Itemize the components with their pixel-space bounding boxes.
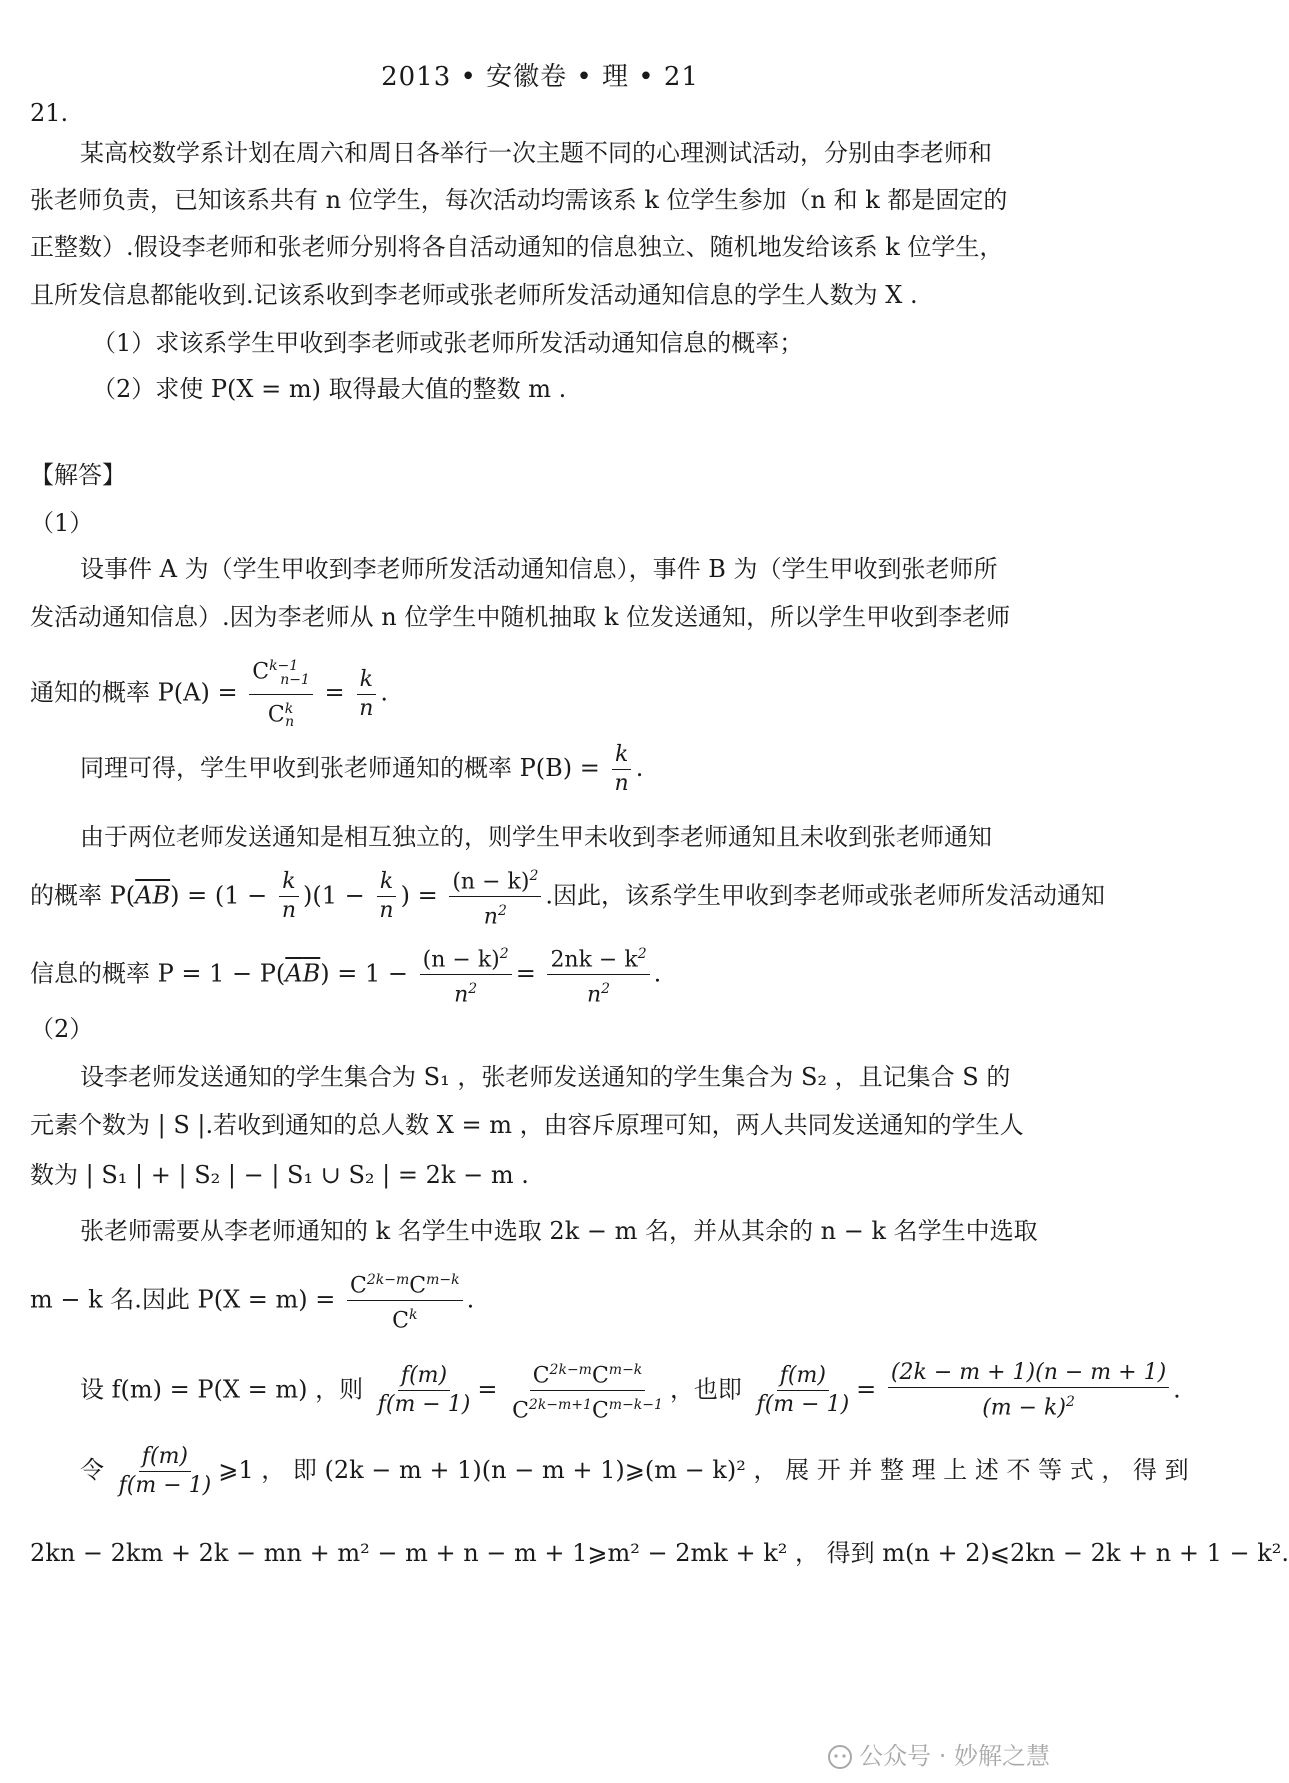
p-total-fraction-2: $\frac{2nk - k^2}{n^2}$	[547, 940, 649, 1010]
part1-line-4: 同理可得，学生甲收到张老师通知的概率 P(B) = $\frac{k}{n}$ .	[80, 742, 644, 796]
part2-line-5: m − k 名.因此 P(X = m) = $\frac{C^{2k-m}C^{m-k}}{C^k}$ .	[30, 1266, 474, 1336]
wechat-icon	[827, 1744, 853, 1770]
p-total-label: 信息的概率 P = 1 − P(	[30, 959, 286, 988]
part2-line-7	[80, 1440, 1189, 1500]
part1-line-1: 设事件 A 为（学生甲收到李老师所发活动通知信息），事件 B 为（学生甲收到张老师所	[80, 555, 998, 583]
ineq-post: ⩾1 ， 即 (2k − m + 1)(n − m + 1)⩾(m − k)² ， 展 开 并 整 理 上 述 不 等 式 ， 得 到	[218, 1456, 1189, 1484]
p-ab-label: 的概率 P(	[30, 881, 136, 910]
fm-ratio-2: $\frac{C^{2k-m}C^{m-k}}{C^{2k-m+1}C^{m-k-1}}$	[509, 1356, 666, 1426]
part2-line-3: 数为 | S₁ | + | S₂ | − | S₁ ∪ S₂ | = 2k − m .	[30, 1161, 529, 1189]
pa-label: 通知的概率 P(A) =	[30, 678, 238, 707]
fm-ratio-1: $\frac{f(m)}{f(m - 1)}$	[377, 1363, 471, 1418]
part1-line-2: 发活动通知信息）.因为李老师从 n 位学生中随机抽取 k 位发送通知，所以学生甲收到李老师	[30, 603, 1011, 631]
p-total-fraction-1: $\frac{(n - k)^2}{n^2}$	[420, 940, 512, 1010]
part2-label: （2）	[30, 1015, 94, 1043]
pxm-label: m − k 名.因此 P(X = m) =	[30, 1285, 336, 1314]
p-total-eq: ) = 1 −	[320, 959, 409, 988]
problem-line-2: 张老师负责，已知该系共有 n 位学生，每次活动均需该系 k 位学生参加（n 和 k 都是固定的	[30, 186, 1008, 214]
pa-f1-numerator: C	[252, 659, 270, 685]
pa-f1-denominator: C	[267, 702, 285, 728]
part1-line-7: 信息的概率 $P = 1 - P(\overline{A}\overline{B}) = 1$ − $\frac{(n - k)^2}{n^2}$ = $\frac{2nk - k^2}{n^2}$ .	[30, 940, 661, 1010]
pa-fraction-2	[356, 666, 376, 723]
k-over-n-2: $\frac{k}{n}$	[376, 868, 396, 925]
answer-heading: 【解答】	[30, 461, 126, 489]
part1-line-5: 由于两位老师发送通知是相互独立的，则学生甲未收到李老师通知且未收到张老师通知	[80, 823, 992, 851]
fm-ratio-3: $\frac{f(m)}{f(m - 1)}$	[756, 1363, 850, 1418]
p-ab-eq3: ) =	[400, 881, 438, 910]
pb-numerator: k	[612, 741, 631, 770]
pb-denominator: n	[614, 771, 629, 796]
problem-number: 21.	[30, 99, 69, 127]
watermark-text: 公众号 · 妙解之慧	[859, 1742, 1050, 1770]
nk-numerator: (n − k)	[452, 869, 530, 895]
problem-line-4: 且所发信息都能收到.记该系收到李老师或张老师所发活动通知信息的学生人数为 X .	[30, 281, 918, 309]
watermark	[827, 1736, 1050, 1771]
p-total-numerator: 2nk − k	[550, 947, 638, 973]
pxm-fraction: $\frac{C^{2k-m}C^{m-k}}{C^k}$	[347, 1266, 463, 1336]
problem-line-3: 正整数）.假设李老师和张老师分别将各自活动通知的信息独立、随机地发给该系 k 位学生，	[30, 233, 1004, 261]
nk-denominator: n	[483, 904, 498, 930]
part1-label: （1）	[30, 509, 94, 537]
pb-label: 同理可得，学生甲收到张老师通知的概率 P(B) =	[80, 754, 600, 782]
question-2: （2）求使 P(X = m) 取得最大值的整数 m .	[92, 375, 567, 403]
part2-line-2: 元素个数为 | S |.若收到通知的总人数 X = m ，由容斥原理可知，两人共同发送通知的学生人	[30, 1111, 1024, 1139]
pa-fraction-1: $\frac{C^{k-1}_{n-1}}{C^k_n}$	[249, 652, 313, 736]
fm-ratio-4: $\frac{(2k - m + 1)(n - m + 1)}{(m - k)^2}$	[888, 1359, 1169, 1422]
part2-line-1: 设李老师发送通知的学生集合为 S₁ ，张老师发送通知的学生集合为 S₂ ，且记集合 S 的	[80, 1063, 1011, 1091]
ineq-fraction: $\frac{f(m)}{f(m - 1)}$	[118, 1444, 212, 1498]
pa-f2-denominator: n	[359, 695, 374, 721]
part1-line-3: 通知的概率 P(A) = $\frac{C^{k-1}_{n-1}}{C^k_n}$ = $\frac{k}{n}$ .	[30, 652, 388, 736]
part1-line-6: 的概率 $P(\overline{A}\overline{B}) = (1$ − $\frac{k}{n}$ )(1 − $\frac{k}{n}$ ) = $\frac{(n - k)^2}{n^2}$ .因此，该系学生甲收到李老师或张老师所发活动通知	[30, 862, 1105, 932]
p-ab-eq2: )(1 −	[303, 881, 365, 910]
ineq-pre: 令	[80, 1456, 104, 1484]
pb-fraction	[612, 741, 632, 798]
k-over-n-1: $\frac{k}{n}$	[279, 868, 299, 925]
pa-f2-numerator: k	[357, 666, 376, 695]
fm-label: 设 f(m) = P(X = m) ，则	[80, 1375, 364, 1404]
part2-line-8: 2kn − 2km + 2k − mn + m² − m + n − m + 1⩾m² − 2mk + k² ， 得到 m(n + 2)⩽2kn − 2k + n + 1 − k².	[30, 1539, 1289, 1567]
p-ab-eq1: ) = (1 −	[170, 881, 268, 910]
problem-line-1: 某高校数学系计划在周六和周日各举行一次主题不同的心理测试活动，分别由李老师和	[80, 139, 992, 167]
question-1: （1）求该系学生甲收到李老师或张老师所发活动通知信息的概率；	[92, 329, 804, 357]
p-ab-tail: .因此，该系学生甲收到李老师或张老师所发活动通知	[545, 881, 1105, 910]
part2-line-6: 设 f(m) = P(X = m) ，则 $\frac{f(m)}{f(m - 1)}$ = $\frac{C^{2k-m}C^{m-k}}{C^{2k-m+1}C^{m-k-1}}$ ，也即 $\frac{f(m)}{f(m - 1)}$ = $\frac{(2k - m + 1)(n - m + 1)}{(m - k)^2}$ .	[80, 1356, 1181, 1426]
fm-mid: ，也即	[669, 1375, 742, 1404]
nk-squared-fraction: $\frac{(n - k)^2}{n^2}$	[449, 862, 541, 932]
part2-line-4: 张老师需要从李老师通知的 k 名学生中选取 2k − m 名，并从其余的 n − k 名学生中选取	[80, 1217, 1038, 1245]
page-title: 2013 • 安徽卷 • 理 • 21	[381, 62, 699, 92]
